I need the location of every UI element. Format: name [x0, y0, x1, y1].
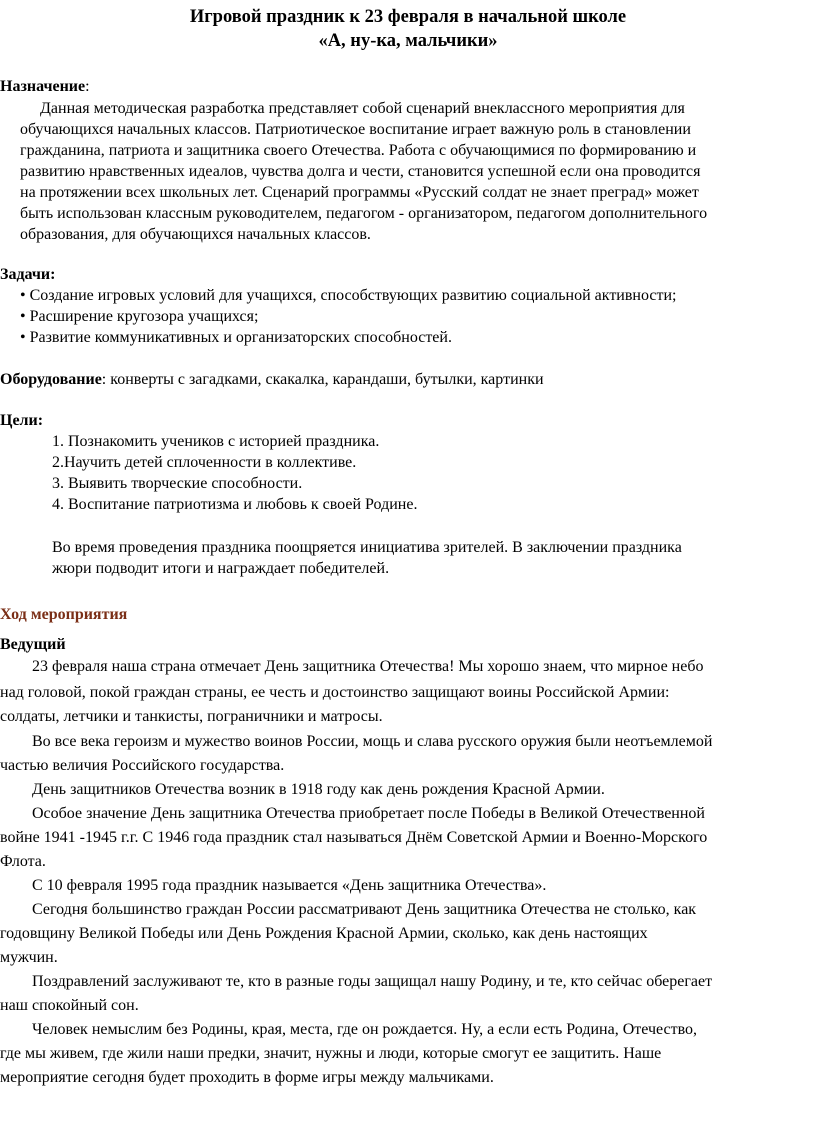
equipment-label: Оборудование	[0, 371, 102, 388]
document-subtitle: «А, ну-ка, мальчики»	[318, 31, 498, 51]
course-line: где мы живем, где жили наши предки, значит, нужны и люди, которые смогут ее защитить. Наше	[0, 1045, 662, 1062]
course-line: солдаты, летчики и танкисты, пограничники и матросы.	[0, 708, 383, 725]
course-line: мужчин.	[0, 949, 58, 966]
course-line: войне 1941 -1945 г.г. С 1946 года праздник стал называться Днём Советской Армии и Военно-Морского	[0, 829, 708, 846]
goals-heading: Цели:	[0, 412, 44, 429]
speaker-label: Ведущий	[0, 636, 66, 653]
task-item: • Создание игровых условий для учащихся, способствующих развитию социальной активности;	[20, 287, 677, 304]
equipment-text: : конверты с загадками, скакалка, карандаши, бутылки, картинки	[101, 371, 544, 388]
equipment-line	[0, 369, 544, 390]
purpose-line: на протяжении всех школьных лет. Сценарий программы «Русский солдат не знает преград» может	[20, 184, 699, 201]
goals-note-line: жюри подводит итоги и награждает победителей.	[52, 560, 390, 577]
course-line: День защитников Отечества возник в 1918 году как день рождения Красной Армии.	[32, 781, 605, 798]
purpose-colon: :	[85, 78, 90, 95]
purpose-line: развитию нравственных идеалов, чувства долга и чести, становится успешной если она проводится	[20, 163, 701, 180]
course-line: мероприятие сегодня будет проходить в форме игры между мальчиками.	[0, 1069, 494, 1086]
course-line: наш спокойный сон.	[0, 997, 139, 1014]
course-line: Флота.	[0, 853, 46, 870]
purpose-line: быть использован классным руководителем, педагогом - организатором, педагогом дополнительного	[20, 205, 708, 222]
goal-item: 1. Познакомить учеников с историей праздника.	[52, 433, 380, 450]
purpose-line: гражданина, патриота и защитника своего Отечества. Работа с обучающимися по формированию и	[20, 142, 697, 159]
course-line: годовщину Великой Победы или День Рождения Красной Армии, сколько, как день настоящих	[0, 925, 648, 942]
course-line: Поздравлений заслуживают те, кто в разные годы защищал нашу Родину, и те, кто сейчас оберегает	[32, 973, 713, 990]
course-line: С 10 февраля 1995 года праздник называется «День защитника Отечества».	[32, 877, 547, 894]
purpose-label: Назначение	[0, 78, 86, 95]
goal-item: 4. Воспитание патриотизма и любовь к своей Родине.	[52, 496, 418, 513]
course-line: Во все века героизм и мужество воинов России, мощь и слава русского оружия были неотъемлемой	[32, 733, 713, 750]
course-line: частью величия Российского государства.	[0, 757, 285, 774]
tasks-heading: Задачи:	[0, 266, 56, 283]
course-line: Особое значение День защитника Отечества приобретает после Победы в Великой Отечественной	[32, 805, 705, 822]
purpose-line: Данная методическая разработка представляет собой сценарий внеклассного мероприятия для	[40, 100, 685, 117]
document-title: Игровой праздник к 23 февраля в начальной школе	[189, 7, 627, 27]
purpose-heading	[0, 76, 90, 97]
purpose-line: образования, для обучающихся начальных классов.	[20, 226, 371, 243]
task-item: • Развитие коммуникативных и организаторских способностей.	[20, 329, 452, 346]
goal-item: 3. Выявить творческие способности.	[52, 475, 303, 492]
course-heading: Ход мероприятия	[0, 606, 128, 623]
purpose-line: обучающихся начальных классов. Патриотическое воспитание играет важную роль в становлении	[20, 121, 691, 138]
course-line: над головой, покой граждан страны, ее честь и достоинство защищают воины Российской Армии:	[0, 684, 670, 701]
course-line: 23 февраля наша страна отмечает День защитника Отечества! Мы хорошо знаем, что мирное небо	[32, 658, 704, 675]
goals-note-line: Во время проведения праздника поощряется инициатива зрителей. В заключении праздника	[52, 539, 682, 556]
task-item: • Расширение кругозора учащихся;	[20, 308, 259, 325]
course-line: Человек немыслим без Родины, края, места, где он рождается. Ну, а если есть Родина, Отечество,	[32, 1021, 698, 1038]
course-line: Сегодня большинство граждан России рассматривают День защитника Отечества не столько, как	[32, 901, 697, 918]
goal-item: 2.Научить детей сплоченности в коллективе.	[52, 454, 357, 471]
